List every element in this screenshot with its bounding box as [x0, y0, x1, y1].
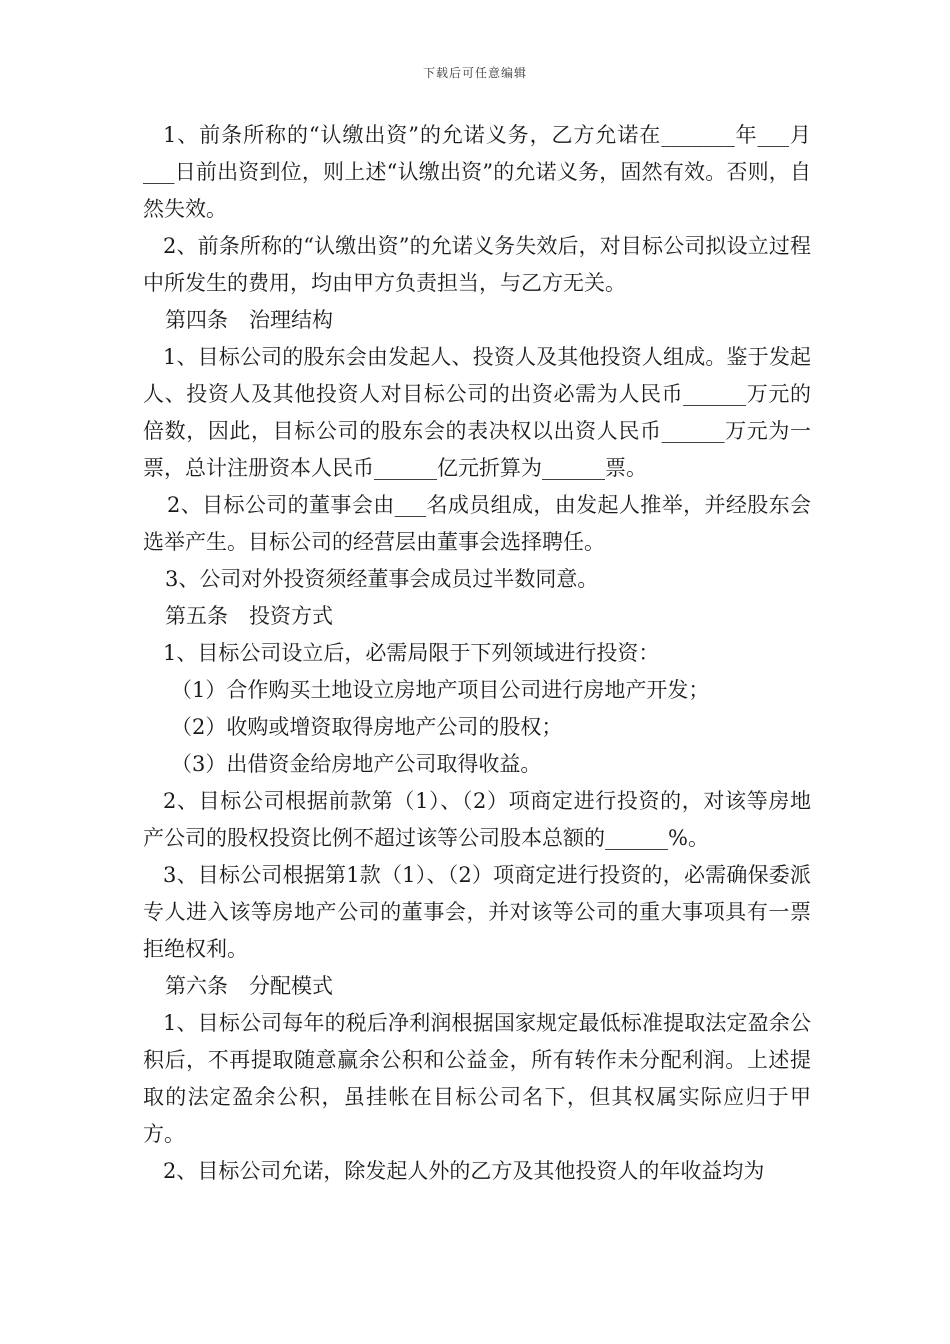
- list-item-5-1-1: （1）合作购买土地设立房地产项目公司进行房地产开发；: [171, 678, 710, 702]
- paragraph-clause-5-1: 1、目标公司设立后，必需局限于下列领域进行投资：: [163, 641, 660, 665]
- article-heading-5: 第五条 投资方式: [165, 604, 333, 628]
- paragraph-clause-5-3: 3、目标公司根据第1款（1）、（2）项商定进行投资的，必需确保委派专人进入该等房地产公司的董事会，并对该等公司的重大事项具有一票拒绝权利。: [143, 863, 811, 961]
- document-body: [143, 117, 811, 1190]
- article-heading-4: 第四条 治理结构: [165, 308, 333, 332]
- paragraph-clause-3-2: 2、前条所称的“认缴出资”的允诺义务失效后，对目标公司拟设立过程中所发生的费用，均由甲方负责担当，与乙方无关。: [143, 234, 811, 295]
- paragraph-clause-5-2: 2、目标公司根据前款第（1）、（2）项商定进行投资的，对该等房地产公司的股权投资比例不超过该等公司股本总额的______%。: [143, 789, 811, 850]
- paragraph-clause-3-1: 1、前条所称的“认缴出资”的允诺义务，乙方允诺在_______年___月___日前出资到位，则上述“认缴出资”的允诺义务，固然有效。否则，自然失效。: [143, 123, 811, 221]
- paragraph-clause-6-2: 2、目标公司允诺，除发起人外的乙方及其他投资人的年收益均为: [163, 1159, 765, 1183]
- paragraph-clause-4-1: 1、目标公司的股东会由发起人、投资人及其他投资人组成。鉴于发起人、投资人及其他投资人对目标公司的出资必需为人民币______万元的倍数，因此，目标公司的股东会的表决权以出资人民币______万元为一票，总计注册资本人民币______亿元折算为______票。: [143, 345, 811, 480]
- paragraph-clause-4-2: 2、目标公司的董事会由___名成员组成，由发起人推举，并经股东会选举产生。目标公司的经营层由董事会选择聘任。: [143, 493, 811, 554]
- paragraph-clause-6-1: 1、目标公司每年的税后净利润根据国家规定最低标准提取法定盈余公积后，不再提取随意赢余公积和公益金，所有转作未分配利润。上述提取的法定盈余公积，虽挂帐在目标公司名下，但其权属实际应归于甲方。: [143, 1011, 811, 1146]
- page-header: 下载后可任意编辑: [422, 66, 527, 80]
- article-heading-6: 第六条 分配模式: [165, 974, 333, 998]
- list-item-5-1-2: （2）收购或增资取得房地产公司的股权；: [171, 715, 563, 739]
- list-item-5-1-3: （3）出借资金给房地产公司取得收益。: [171, 752, 542, 776]
- paragraph-clause-4-3: 3、公司对外投资须经董事会成员过半数同意。: [165, 567, 599, 591]
